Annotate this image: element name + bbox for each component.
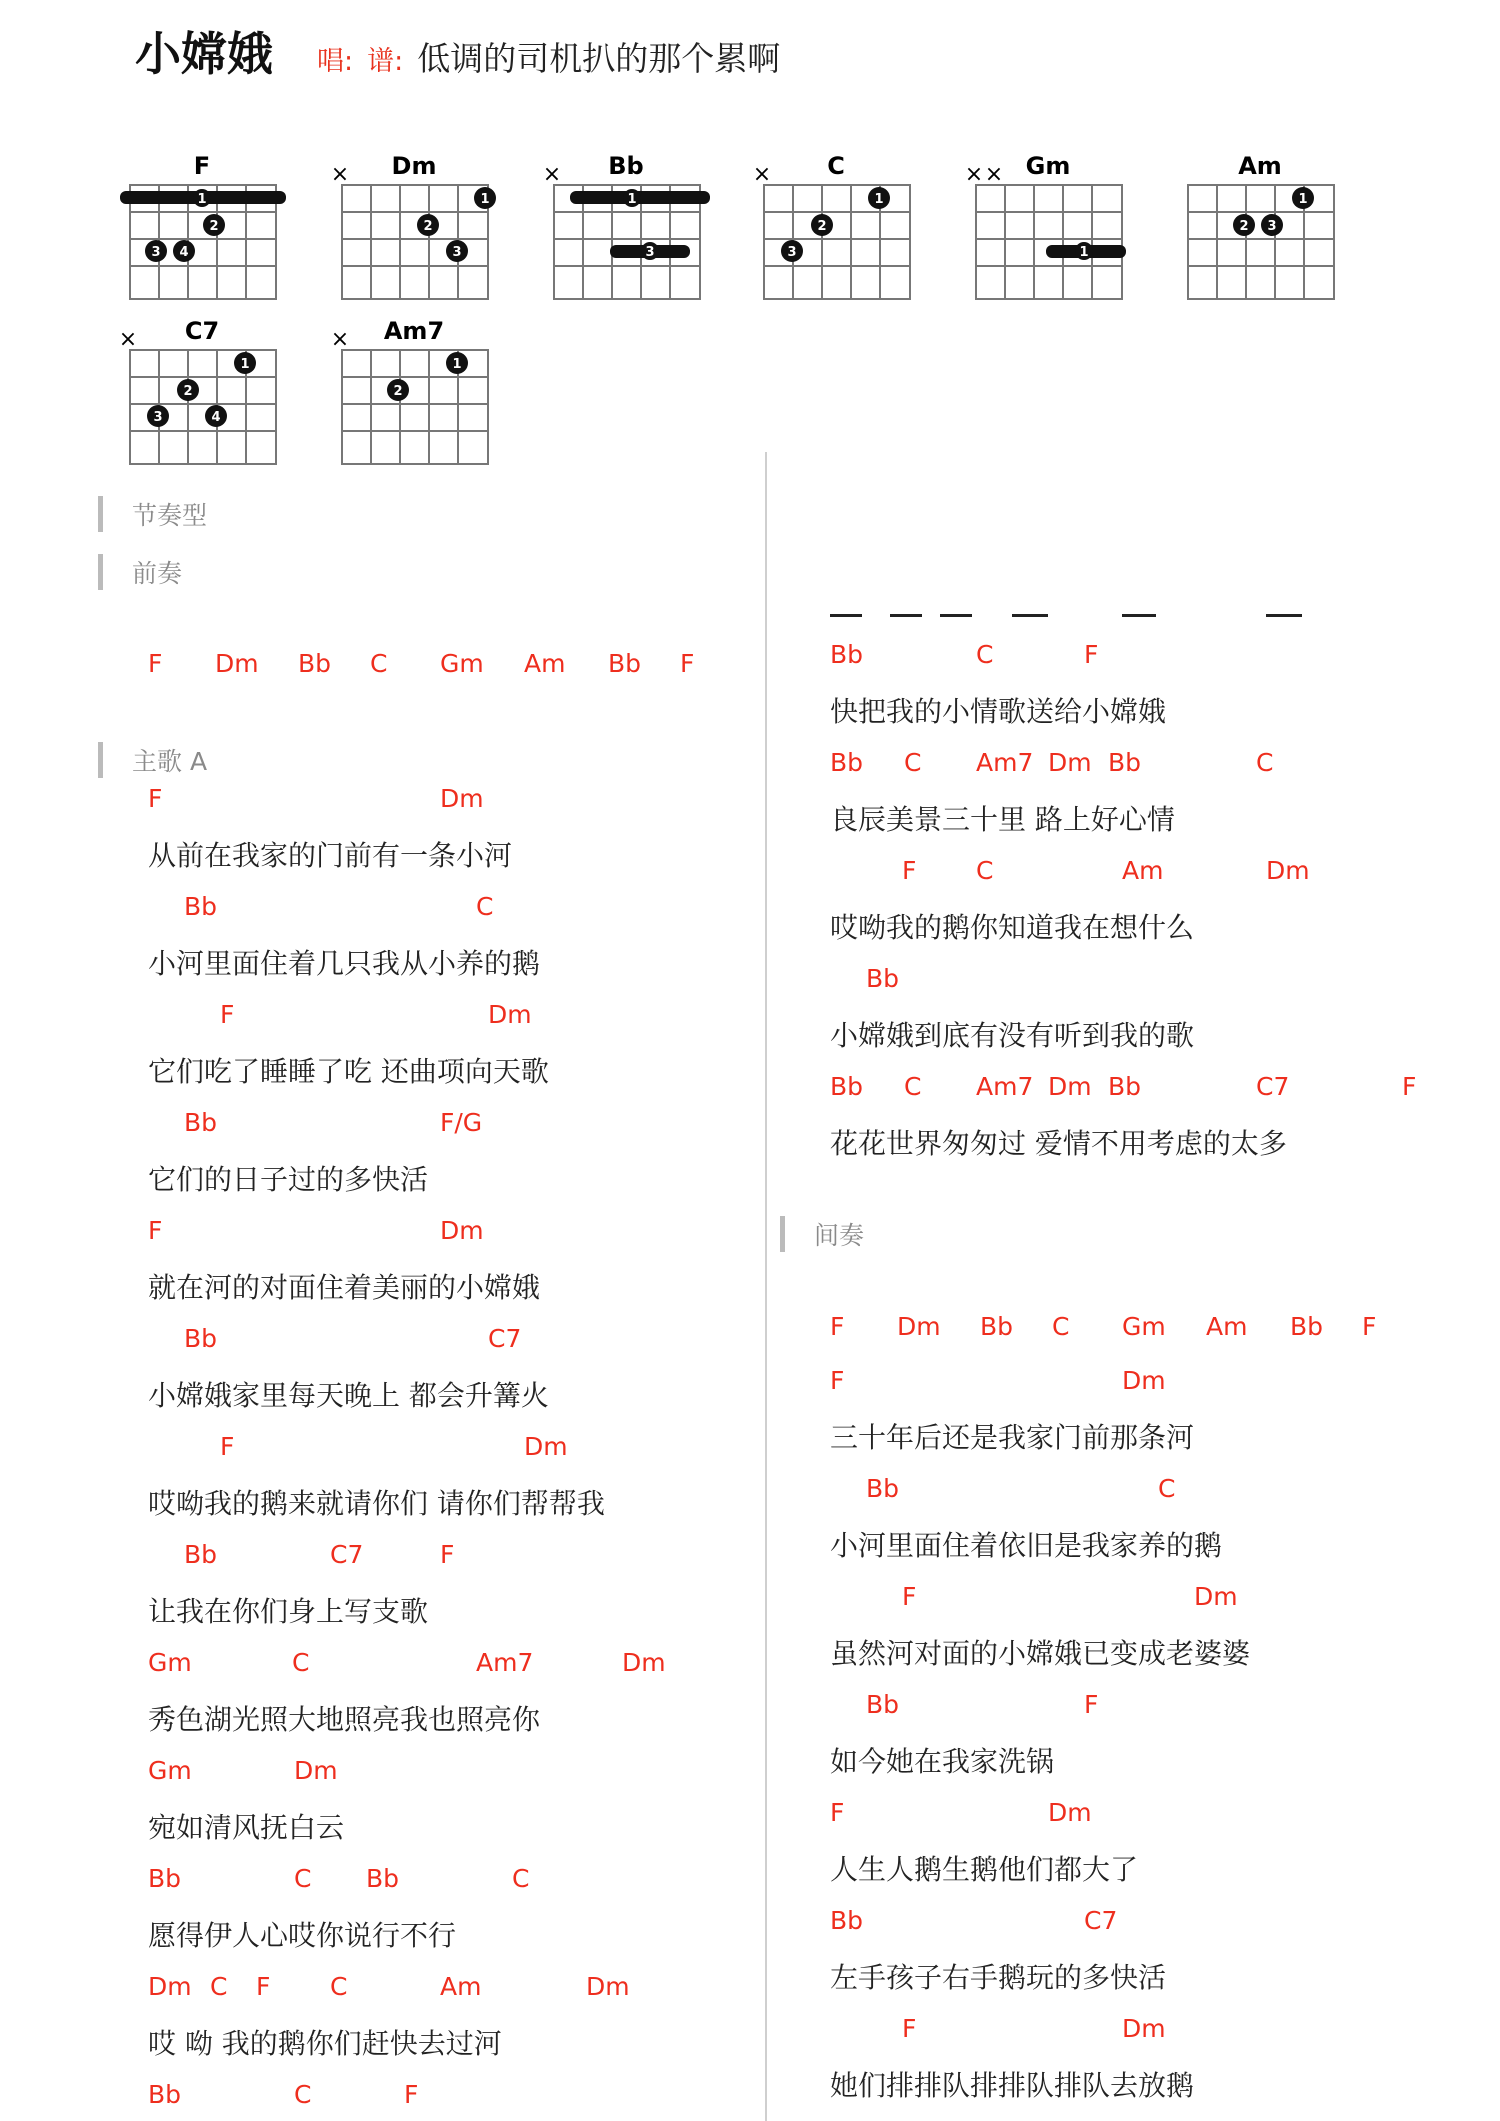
chord-diagram-gm (964, 145, 1139, 310)
chord: F (440, 1540, 455, 1569)
chord-line (148, 1864, 708, 1900)
svg-text:1: 1 (197, 192, 207, 207)
chord: C (292, 1648, 310, 1677)
chord: F (902, 856, 917, 885)
chord: Dm (148, 1972, 192, 2001)
chord: F (1084, 640, 1099, 669)
lyric-line: 宛如清风抚白云 (148, 1811, 345, 1844)
chord: C7 (1256, 1072, 1290, 1101)
chord: Dm (215, 649, 259, 678)
chord: Bb (184, 892, 218, 921)
chord: F (830, 1366, 845, 1395)
chord: Dm (294, 1756, 338, 1785)
chord-diagram-name: Am (1238, 152, 1282, 180)
svg-text:2: 2 (209, 219, 219, 234)
svg-text:3: 3 (787, 245, 797, 260)
chord: Gm (440, 649, 484, 678)
chord: C (904, 1072, 922, 1101)
singer-label: 唱: (317, 46, 354, 77)
chord: Am (1206, 1312, 1248, 1341)
chord: Bb (830, 1072, 864, 1101)
chord: Dm (622, 1648, 666, 1677)
chord: C (294, 1864, 312, 1893)
lyric-line: 虽然河对面的小嫦娥已变成老婆婆 (830, 1637, 1251, 1670)
chord: C (904, 748, 922, 777)
chord: Bb (184, 1108, 218, 1137)
chord-diagram-name: Bb (608, 152, 644, 180)
chord: Dm (1194, 1582, 1238, 1611)
chord: Bb (830, 1906, 864, 1935)
chord: C (370, 649, 388, 678)
svg-text:3: 3 (153, 410, 163, 425)
chord-diagram-name: Gm (1025, 152, 1071, 180)
chord: C (1052, 1312, 1070, 1341)
lyric-line: 快把我的小情歌送给小嫦娥 (830, 695, 1167, 728)
chord-diagram-name: Dm (391, 152, 437, 180)
chord: F (1402, 1072, 1417, 1101)
chord-line (830, 1690, 1450, 1726)
lyric-line: 就在河的对面住着美丽的小嫦娥 (148, 1271, 541, 1304)
chord-line (148, 1432, 708, 1468)
svg-text:3: 3 (452, 245, 462, 260)
chord-diagram-name: C7 (184, 317, 220, 345)
mute-mark: × (984, 162, 1004, 187)
chord: F (1084, 1690, 1099, 1719)
svg-text:2: 2 (423, 219, 433, 234)
chord-diagram-bb (542, 145, 717, 310)
chord-line (148, 1108, 708, 1144)
chord-diagram-c7 (118, 310, 293, 475)
section-intro-label: 前奏 (98, 554, 182, 590)
song-title: 小嫦娥 (135, 27, 273, 81)
chord-line (830, 748, 1450, 784)
lyric-line: 它们的日子过的多快活 (148, 1163, 429, 1196)
mute-mark: × (752, 162, 772, 187)
svg-text:3: 3 (151, 245, 161, 260)
chord: C7 (488, 1324, 522, 1353)
lyric-line: 小河里面住着依旧是我家养的鹅 (830, 1529, 1223, 1562)
melody-dash (1266, 614, 1302, 617)
chord: F (256, 1972, 271, 2001)
lyric-line: 让我在你们身上写支歌 (148, 1595, 429, 1628)
svg-text:2: 2 (817, 219, 827, 234)
chord-line (830, 2014, 1450, 2050)
chord: C (294, 2080, 312, 2109)
svg-text:1: 1 (240, 357, 250, 372)
chord-line (830, 1474, 1450, 1510)
lyric-line: 哎呦我的鹅你知道我在想什么 (830, 911, 1195, 944)
chord: Am (524, 649, 566, 678)
chord: Bb (866, 964, 900, 993)
chord-line (830, 856, 1450, 892)
chord-line (830, 1906, 1450, 1942)
chord: Bb (866, 1474, 900, 1503)
chord: Gm (148, 1648, 192, 1677)
chord: Am7 (476, 1648, 534, 1677)
section-verse-a-label: 主歌 A (98, 742, 207, 778)
chord-diagram-am7 (330, 310, 505, 475)
title-row (135, 18, 780, 88)
chord: Am (1122, 856, 1164, 885)
chord: C (1158, 1474, 1176, 1503)
lyric-line: 小嫦娥到底有没有听到我的歌 (830, 1019, 1195, 1052)
chord: F (148, 649, 163, 678)
svg-text:3: 3 (1267, 219, 1277, 234)
tab-label: 谱: (367, 46, 404, 77)
chord-diagram-name: Am7 (383, 317, 445, 345)
interlude-chord-line (830, 1312, 1450, 1348)
chord: F (680, 649, 695, 678)
melody-dash (830, 614, 862, 617)
mute-mark: × (330, 162, 350, 187)
svg-text:1: 1 (627, 192, 637, 207)
lyric-line: 三十年后还是我家门前那条河 (830, 1421, 1195, 1454)
chord: F (902, 2014, 917, 2043)
chord: Bb (830, 640, 864, 669)
chord: Bb (298, 649, 332, 678)
chord: Bb (1108, 748, 1142, 777)
chord: F (902, 1582, 917, 1611)
chord-line (148, 2080, 708, 2116)
chord: Dm (897, 1312, 941, 1341)
intro-chord-line (148, 649, 708, 685)
lyric-line: 左手孩子右手鹅玩的多快活 (830, 1961, 1167, 1994)
mute-mark: × (964, 162, 984, 187)
column-divider (765, 452, 767, 2121)
chord: F/G (440, 1108, 483, 1137)
chord-line (830, 1582, 1450, 1618)
chord: C (1256, 748, 1274, 777)
svg-text:2: 2 (393, 384, 403, 399)
chord: F (220, 1432, 235, 1461)
chord: C (976, 856, 994, 885)
chord: Bb (184, 1540, 218, 1569)
chord: Bb (980, 1312, 1014, 1341)
chord-line (148, 784, 708, 820)
chord-line (830, 1072, 1450, 1108)
chord: Am7 (976, 748, 1034, 777)
chord: F (220, 1000, 235, 1029)
chord: Bb (866, 1690, 900, 1719)
lyric-line: 哎 呦 我的鹅你们赶快去过河 (148, 2027, 502, 2060)
svg-text:1: 1 (452, 357, 462, 372)
chord: Bb (830, 748, 864, 777)
chord: C (476, 892, 494, 921)
chord-line (830, 1366, 1450, 1402)
section-interlude-label: 间奏 (780, 1216, 864, 1252)
lyric-line: 它们吃了睡睡了吃 还曲项向天歌 (148, 1055, 549, 1088)
chord: Dm (1048, 1072, 1092, 1101)
chord: Bb (1290, 1312, 1324, 1341)
chord-diagram-name: C (827, 152, 845, 180)
chord: Dm (586, 1972, 630, 2001)
mute-mark: × (330, 327, 350, 352)
lyric-line: 小嫦娥家里每天晚上 都会升篝火 (148, 1379, 549, 1412)
chord: C (512, 1864, 530, 1893)
melody-dash (1122, 614, 1156, 617)
chord-diagram-name: F (193, 152, 211, 180)
chord: Bb (148, 2080, 182, 2109)
svg-text:1: 1 (1079, 245, 1089, 260)
chord: F (1362, 1312, 1377, 1341)
svg-text:1: 1 (480, 192, 490, 207)
chord: F (148, 1216, 163, 1245)
chord-diagram-f (118, 145, 293, 310)
chord-line (148, 1756, 708, 1792)
chord: Bb (366, 1864, 400, 1893)
tab-author: 低调的司机扒的那个累啊 (417, 39, 781, 78)
lyric-line: 从前在我家的门前有一条小河 (148, 839, 513, 872)
chord: Dm (440, 784, 484, 813)
chord: Am7 (976, 1072, 1034, 1101)
chord: Bb (608, 649, 642, 678)
chord: Dm (488, 1000, 532, 1029)
chord-line (148, 1324, 708, 1360)
melody-dash (890, 614, 922, 617)
chord: Gm (148, 1756, 192, 1785)
lyric-line: 花花世界匆匆过 爱情不用考虑的太多 (830, 1127, 1287, 1160)
chord: C7 (330, 1540, 364, 1569)
chord-diagram-am (1176, 145, 1351, 310)
lyric-line: 愿得伊人心哎你说行不行 (148, 1919, 457, 1952)
lyric-line: 人生人鹅生鹅他们都大了 (830, 1853, 1139, 1886)
chord: Dm (1048, 1798, 1092, 1827)
chord: Gm (1122, 1312, 1166, 1341)
chord-line (830, 640, 1450, 676)
chord-line (148, 1000, 708, 1036)
chord: Dm (1122, 1366, 1166, 1395)
svg-text:3: 3 (645, 245, 655, 260)
chord-line (830, 1798, 1450, 1834)
chord: F (830, 1798, 845, 1827)
chord-diagram-c (752, 145, 927, 310)
chord: C (210, 1972, 228, 2001)
chord-line (148, 1216, 708, 1252)
svg-text:4: 4 (211, 410, 221, 425)
chord-line (148, 1972, 708, 2008)
mute-mark: × (542, 162, 562, 187)
lyric-line: 哎呦我的鹅来就请你们 请你们帮帮我 (148, 1487, 605, 1520)
lyric-line: 小河里面住着几只我从小养的鹅 (148, 947, 541, 980)
section-rhythm-label: 节奏型 (98, 496, 207, 532)
svg-text:2: 2 (1239, 219, 1249, 234)
chord: Am (440, 1972, 482, 2001)
chord: C (976, 640, 994, 669)
chord: Bb (1108, 1072, 1142, 1101)
svg-text:1: 1 (1298, 192, 1308, 207)
svg-text:1: 1 (874, 192, 884, 207)
chord: Dm (440, 1216, 484, 1245)
chord: Bb (184, 1324, 218, 1353)
lyric-line: 秀色湖光照大地照亮我也照亮你 (148, 1703, 541, 1736)
chord: F (830, 1312, 845, 1341)
chord: Dm (1122, 2014, 1166, 2043)
svg-text:2: 2 (183, 384, 193, 399)
chord-line (148, 1648, 708, 1684)
chord: C (330, 1972, 348, 2001)
lyric-line: 如今她在我家洗锅 (830, 1745, 1055, 1778)
chord: F (404, 2080, 419, 2109)
svg-text:4: 4 (179, 245, 189, 260)
melody-dash (940, 614, 972, 617)
chord-line (830, 964, 1450, 1000)
chord-line (148, 1540, 708, 1576)
chord: Dm (1266, 856, 1310, 885)
chord: Dm (1048, 748, 1092, 777)
chord: Bb (148, 1864, 182, 1893)
chord: Dm (524, 1432, 568, 1461)
lyric-line: 良辰美景三十里 路上好心情 (830, 803, 1175, 836)
lyric-line: 她们排排队排排队排队去放鹅 (830, 2069, 1195, 2102)
melody-dash (1012, 614, 1048, 617)
chord-diagram-dm (330, 145, 505, 310)
chord: F (148, 784, 163, 813)
chord: C7 (1084, 1906, 1118, 1935)
chord-line (148, 892, 708, 928)
mute-mark: × (118, 327, 138, 352)
